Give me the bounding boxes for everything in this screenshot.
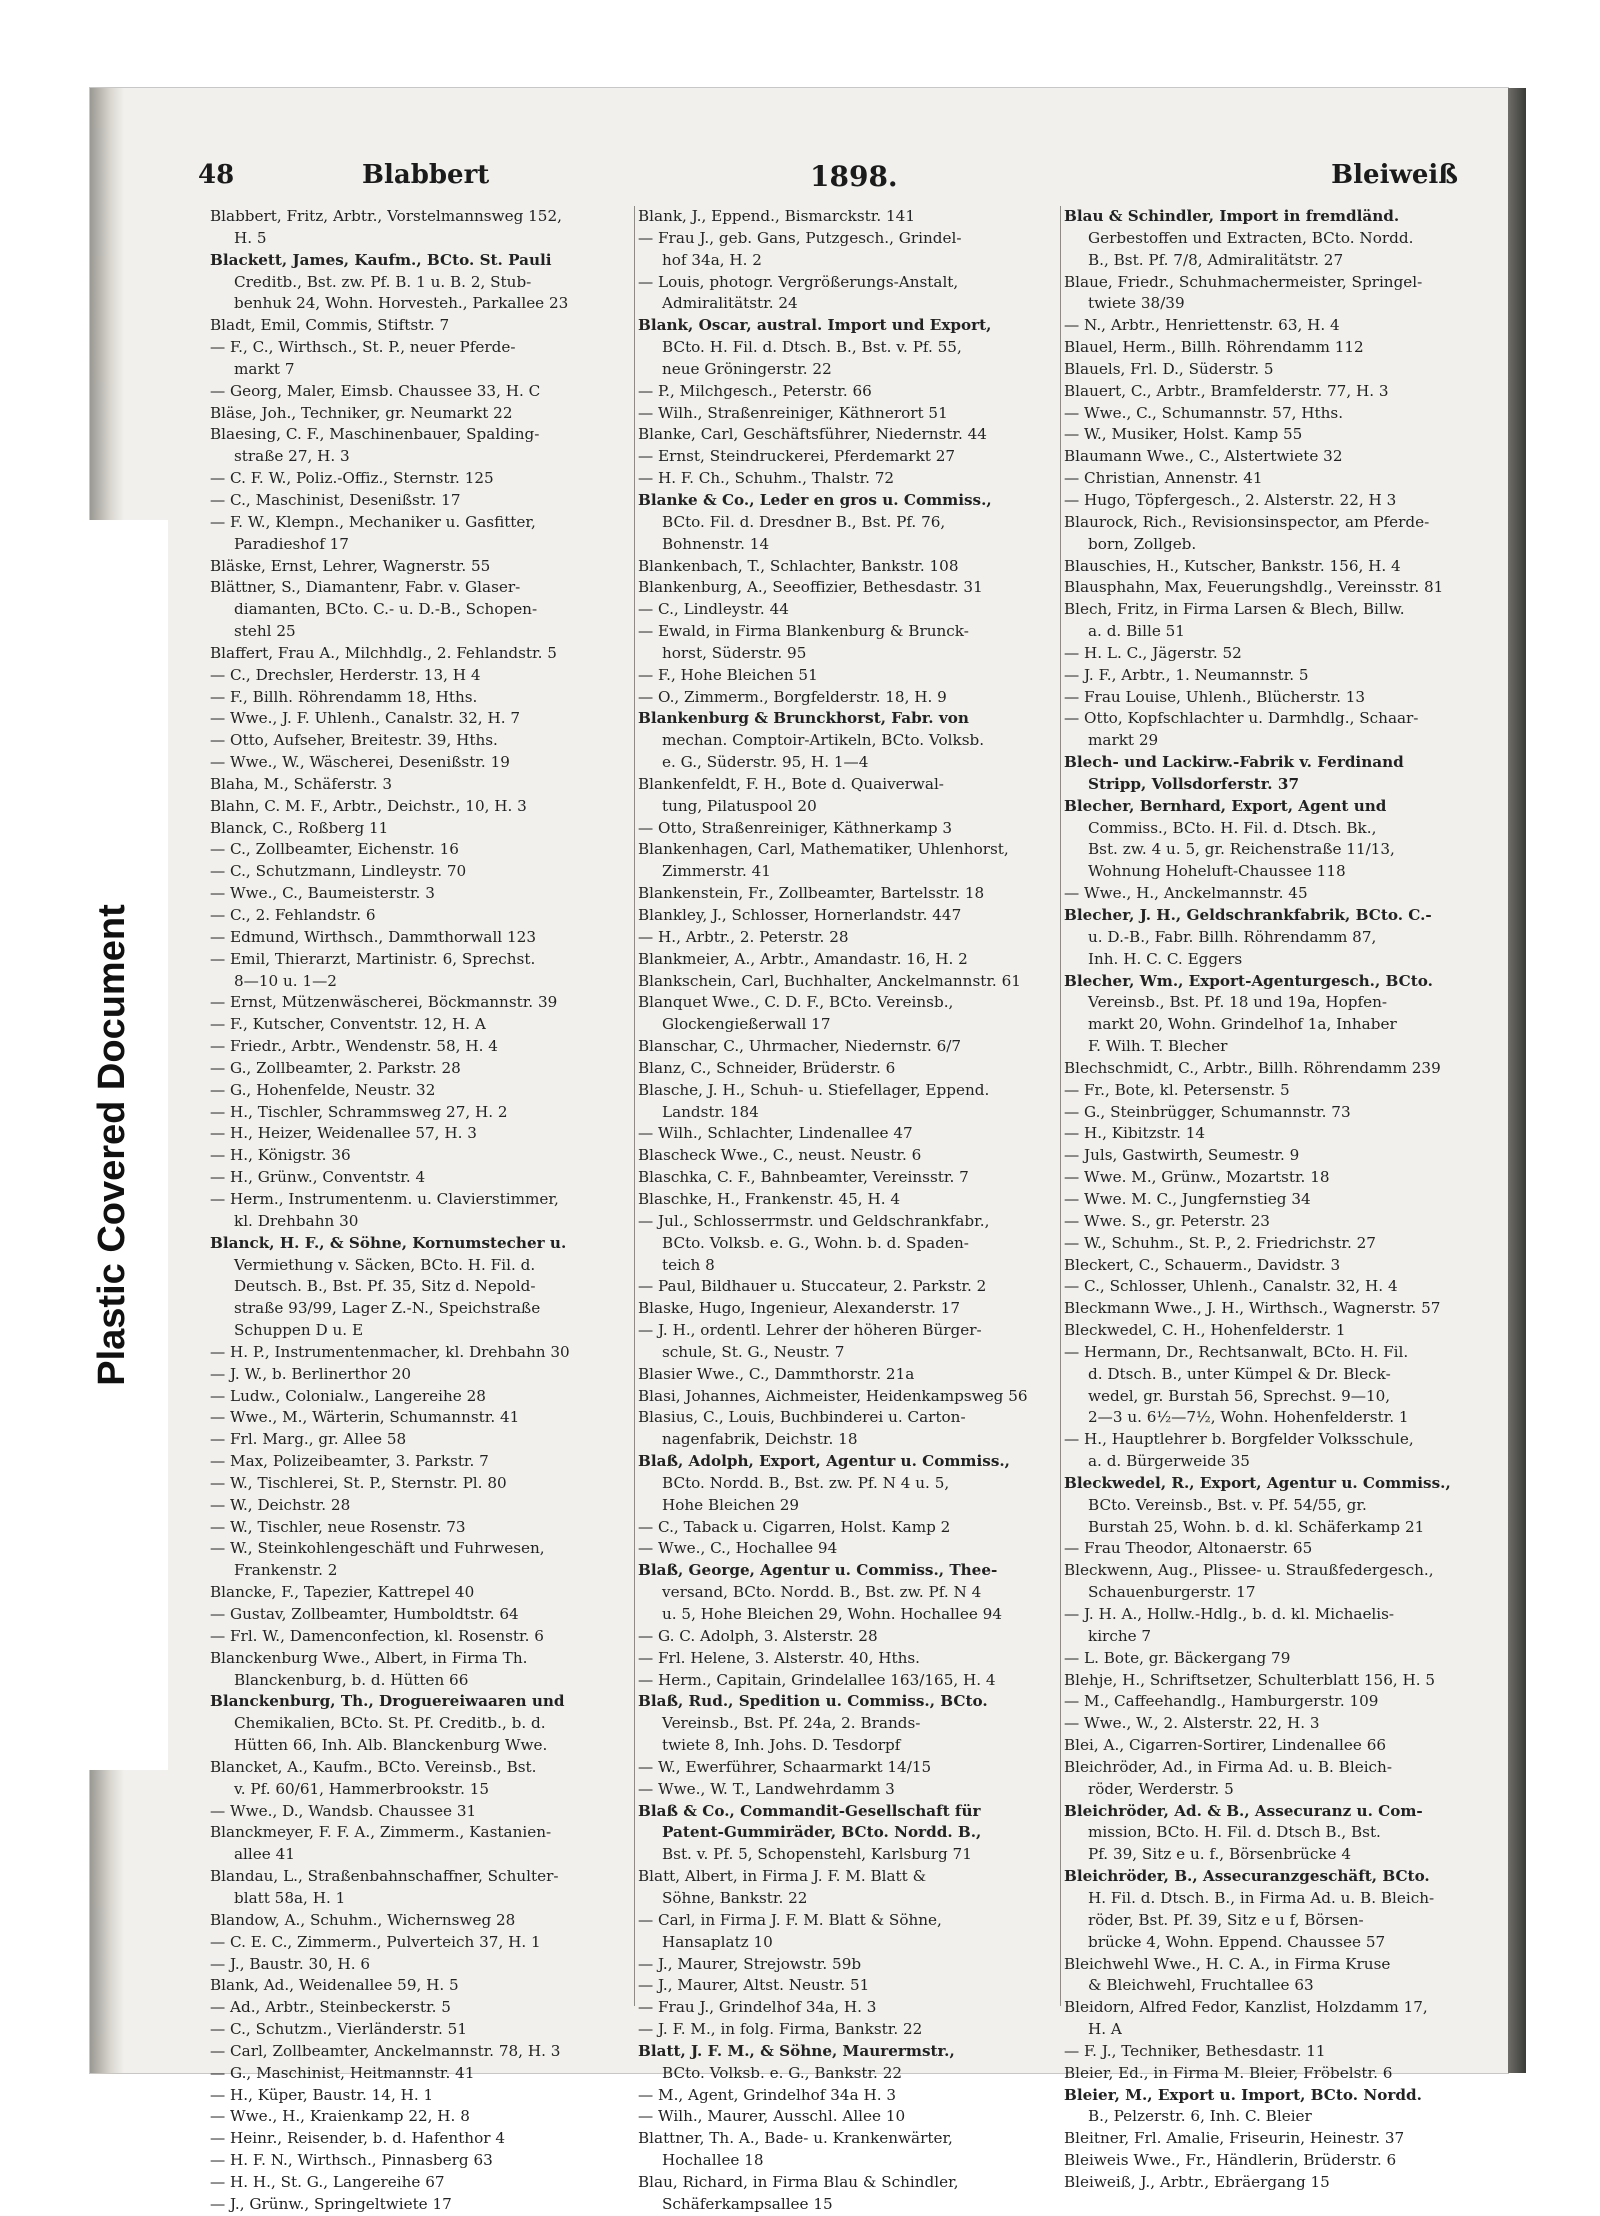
directory-entry-line: Vermiethung v. Säcken, BCto. H. Fil. d.	[234, 1255, 536, 1274]
directory-entry-line: — Wwe., W., 2. Alsterstr. 22, H. 3	[1064, 1714, 1320, 1733]
directory-entry-line: — J. F., Arbtr., 1. Neumannstr. 5	[1064, 665, 1309, 684]
directory-entry-line: — Ewald, in Firma Blankenburg & Brunck-	[638, 622, 969, 641]
column-divider	[1060, 206, 1061, 2006]
directory-entry-line: — H., Küper, Baustr. 14, H. 1	[210, 2085, 434, 2104]
directory-entry-line: — Emil, Thierarzt, Martinistr. 6, Sprechst.	[210, 949, 536, 968]
directory-entry-line: Blanke & Co., Leder en gros u. Commiss.,	[638, 490, 992, 509]
directory-entry-line: u. D.-B., Fabr. Billh. Röhrendamm 87,	[1088, 927, 1377, 946]
directory-entry-line: markt 20, Wohn. Grindelhof 1a, Inhaber	[1088, 1015, 1397, 1034]
directory-entry-line: — Ad., Arbtr., Steinbeckerstr. 5	[210, 1998, 451, 2017]
directory-entry-line: versand, BCto. Nordd. B., Bst. zw. Pf. N 4	[662, 1583, 982, 1602]
directory-entry-line: Blauels, Frl. D., Süderstr. 5	[1064, 359, 1274, 378]
directory-entry-line: — C., Schutzm., Vierländerstr. 51	[210, 2020, 467, 2039]
directory-entry-line: — C., Taback u. Cigarren, Holst. Kamp 2	[638, 1517, 951, 1536]
directory-entry-line: Bleckwedel, C. H., Hohenfelderstr. 1	[1064, 1321, 1346, 1340]
directory-entry-line: Blandow, A., Schuhm., Wichernsweg 28	[210, 1910, 516, 1929]
directory-entry-line: Blasier Wwe., C., Dammthorstr. 21a	[638, 1364, 915, 1383]
directory-entry-line: — Wilh., Maurer, Ausschl. Allee 10	[638, 2107, 906, 2126]
directory-entry-line: — Hugo, Töpfergesch., 2. Alsterstr. 22, H 3	[1064, 490, 1397, 509]
directory-entry-line: Blecher, Wm., Export-Agenturgesch., BCto.	[1064, 971, 1433, 990]
directory-entry-line: Patent-Gummiräder, BCto. Nordd. B.,	[662, 1823, 982, 1842]
directory-entry-line: Blaschke, H., Frankenstr. 45, H. 4	[638, 1189, 901, 1208]
directory-entry-line: BCto. Vereinsb., Bst. v. Pf. 54/55, gr.	[1088, 1495, 1367, 1514]
directory-entry-line: F. Wilh. T. Blecher	[1088, 1037, 1228, 1056]
directory-entry-line: — J. F. M., in folg. Firma, Bankstr. 22	[638, 2020, 923, 2039]
directory-entry-line: stehl 25	[234, 622, 296, 641]
directory-entry-line: — Frl. Helene, 3. Alsterstr. 40, Hths.	[638, 1648, 920, 1667]
directory-entry-line: Blascheck Wwe., C., neust. Neustr. 6	[638, 1146, 922, 1165]
directory-entry-line: — Wwe., C., Hochallee 94	[638, 1539, 838, 1558]
directory-entry-line: twiete 38/39	[1088, 294, 1185, 313]
directory-entry-line: — N., Arbtr., Henriettenstr. 63, H. 4	[1064, 316, 1340, 335]
directory-entry-line: — Herm., Capitain, Grindelallee 163/165, H. 4	[638, 1670, 996, 1689]
directory-entry-line: — Frau J., geb. Gans, Putzgesch., Grindel-	[638, 228, 962, 247]
left-catchword: Blabbert	[362, 160, 490, 190]
directory-entry-line: Bleier, Ed., in Firma M. Bleier, Fröbelstr. 6	[1064, 2063, 1393, 2082]
directory-entry-line: Blank, Ad., Weidenallee 59, H. 5	[210, 1976, 459, 1995]
directory-entry-line: — F. J., Techniker, Bethesdastr. 11	[1064, 2041, 1326, 2060]
directory-entry-line: Blecher, J. H., Geldschrankfabrik, BCto. C.-	[1064, 906, 1432, 924]
directory-entry-line: Bläse, Joh., Techniker, gr. Neumarkt 22	[210, 403, 513, 422]
directory-entry-line: Hansaplatz 10	[662, 1932, 773, 1951]
directory-entry-line: — J., Maurer, Strejowstr. 59b	[638, 1954, 862, 1973]
directory-entry-line: u. 5, Hohe Bleichen 29, Wohn. Hochallee 94	[662, 1605, 1002, 1623]
directory-entry-line: — Juls, Gastwirth, Seumestr. 9	[1064, 1146, 1300, 1165]
directory-entry-line: Bleckmann Wwe., J. H., Wirthsch., Wagnerstr. 57	[1064, 1299, 1441, 1318]
directory-entry-line: Blankenhagen, Carl, Mathematiker, Uhlenhorst,	[638, 840, 1009, 859]
directory-entry-line: — H., Grünw., Conventstr. 4	[210, 1168, 426, 1187]
directory-entry-line: Schäferkampsallee 15	[662, 2194, 833, 2213]
directory-entry-line: d. Dtsch. B., unter Kümpel & Dr. Bleck-	[1088, 1364, 1391, 1383]
directory-entry-line: Blausphahn, Max, Feuerungshdlg., Vereinsstr. 81	[1064, 578, 1444, 597]
directory-entry-line: Blasi, Johannes, Aichmeister, Heidenkampsweg 56	[638, 1386, 1028, 1405]
directory-entry-line: — W., Steinkohlengeschäft und Fuhrwesen,	[210, 1539, 545, 1558]
directory-entry-line: Zimmerstr. 41	[662, 862, 771, 881]
directory-entry-line: Blecher, Bernhard, Export, Agent und	[1064, 796, 1387, 815]
directory-entry-line: — Otto, Aufseher, Breitestr. 39, Hths.	[210, 731, 498, 750]
directory-entry-line: Blancket, A., Kaufm., BCto. Vereinsb., Bst.	[210, 1757, 537, 1776]
directory-entry-line: BCto. Volksb. e. G., Wohn. b. d. Spaden-	[662, 1233, 969, 1252]
directory-entry-line: — F., Billh. Röhrendamm 18, Hths.	[210, 687, 478, 706]
directory-entry-line: Blaß, Rud., Spedition u. Commiss., BCto.	[638, 1692, 988, 1711]
directory-entry-line: — H. F. N., Wirthsch., Pinnasberg 63	[210, 2151, 493, 2170]
directory-entry-line: — J. H. A., Hollw.-Hdlg., b. d. kl. Michaelis-	[1064, 1605, 1395, 1623]
directory-entry-line: Blanke, Carl, Geschäftsführer, Niedernstr. 44	[638, 425, 987, 444]
directory-entry-line: Bleiweis Wwe., Fr., Händlerin, Brüderstr. 6	[1064, 2151, 1397, 2170]
directory-entry-line: — W., Tischlerei, St. P., Sternstr. Pl. 80	[210, 1473, 507, 1492]
directory-entry-line: Chemikalien, BCto. St. Pf. Creditb., b. d.	[234, 1714, 546, 1733]
directory-entry-line: mechan. Comptoir-Artikeln, BCto. Volksb.	[662, 731, 985, 750]
directory-entry-line: — C., Zollbeamter, Eichenstr. 16	[210, 840, 459, 859]
side-label	[56, 520, 168, 1770]
directory-entry-line: Blanz, C., Schneider, Brüderstr. 6	[638, 1058, 896, 1077]
directory-entry-line: Blahn, C. M. F., Arbtr., Deichstr., 10, H. 3	[210, 796, 527, 815]
directory-entry-line: Blabbert, Fritz, Arbtr., Vorstelmannsweg 152,	[210, 207, 562, 225]
directory-column-1	[210, 206, 632, 2213]
directory-entry-line: H. 5	[234, 228, 267, 247]
directory-entry-line: — J., Maurer, Altst. Neustr. 51	[638, 1976, 870, 1995]
directory-entry-line: — M., Caffeehandlg., Hamburgerstr. 109	[1064, 1692, 1379, 1711]
directory-entry-line: Bleichwehl Wwe., H. C. A., in Firma Kruse	[1064, 1954, 1391, 1973]
directory-entry-line: Blaurock, Rich., Revisionsinspector, am Pferde-	[1064, 512, 1430, 531]
directory-entry-line: Schauenburgerstr. 17	[1088, 1583, 1256, 1602]
directory-entry-line: Blau, Richard, in Firma Blau & Schindler,	[638, 2172, 959, 2191]
directory-entry-line: — Wwe., D., Wandsb. Chaussee 31	[210, 1801, 477, 1820]
directory-entry-line: — H., Heizer, Weidenallee 57, H. 3	[210, 1124, 477, 1143]
directory-entry-line: — H., Arbtr., 2. Peterstr. 28	[638, 927, 849, 946]
directory-entry-line: neue Gröningerstr. 22	[662, 359, 832, 378]
directory-entry-line: Blaß, Adolph, Export, Agentur u. Commiss.,	[638, 1452, 1010, 1471]
directory-entry-line: Paradieshof 17	[234, 534, 349, 553]
directory-entry-line: Blaß, George, Agentur u. Commiss., Thee-	[638, 1561, 998, 1580]
directory-entry-line: markt 7	[234, 359, 295, 378]
directory-entry-line: Blank, Oscar, austral. Import und Export,	[638, 316, 992, 335]
directory-entry-line: — C. E. C., Zimmerm., Pulverteich 37, H. 1	[210, 1932, 541, 1951]
directory-entry-line: Blaesing, C. F., Maschinenbauer, Spalding-	[210, 425, 540, 444]
directory-entry-line: Blauel, Herm., Billh. Röhrendamm 112	[1064, 338, 1364, 357]
directory-entry-line: Vereinsb., Bst. Pf. 18 und 19a, Hopfen-	[1088, 993, 1388, 1012]
directory-entry-line: Gerbestoffen und Extracten, BCto. Nordd.	[1088, 228, 1414, 247]
directory-entry-line: Blaue, Friedr., Schuhmachermeister, Springel-	[1064, 272, 1423, 291]
right-catchword: Bleiweiß	[1331, 160, 1458, 190]
directory-entry-line: — Heinr., Reisender, b. d. Hafenthor 4	[210, 2129, 505, 2148]
directory-entry-line: — Fr., Bote, kl. Petersenstr. 5	[1064, 1080, 1290, 1099]
directory-entry-line: Frankenstr. 2	[234, 1561, 338, 1580]
directory-entry-line: Pf. 39, Sitz e u. f., Börsenbrücke 4	[1088, 1845, 1352, 1864]
directory-entry-line: — C., Maschinist, Desenißstr. 17	[210, 490, 461, 509]
directory-entry-line: Deutsch. B., Bst. Pf. 35, Sitz d. Nepold-	[234, 1277, 536, 1296]
directory-entry-line: Blaß & Co., Commandit-Gesellschaft für	[638, 1801, 981, 1820]
directory-entry-line: Wohnung Hoheluft-Chaussee 118	[1088, 862, 1346, 881]
directory-entry-line: straße 93/99, Lager Z.-N., Speichstraße	[234, 1299, 541, 1318]
directory-entry-line: Bleitner, Frl. Amalie, Friseurin, Heinestr. 37	[1064, 2129, 1405, 2148]
directory-column-3	[1064, 206, 1484, 2191]
directory-entry-line: — Frl. W., Damenconfection, kl. Rosenstr. 6	[210, 1626, 544, 1645]
directory-entry-line: H. Fil. d. Dtsch. B., in Firma Ad. u. B. Bleich-	[1088, 1888, 1435, 1907]
directory-entry-line: — Ernst, Mützenwäscherei, Böckmannstr. 39	[210, 993, 558, 1012]
page-year: 1898.	[810, 160, 898, 193]
directory-entry-line: — Wwe., H., Anckelmannstr. 45	[1064, 884, 1308, 903]
directory-entry-line: Blaske, Hugo, Ingenieur, Alexanderstr. 17	[638, 1299, 961, 1318]
directory-entry-line: — Carl, Zollbeamter, Anckelmannstr. 78, H. 3	[210, 2041, 561, 2060]
directory-entry-line: born, Zollgeb.	[1088, 534, 1197, 553]
directory-entry-line: Blasche, J. H., Schuh- u. Stiefellager, Eppend.	[638, 1080, 990, 1099]
directory-entry-line: Bladt, Emil, Commis, Stiftstr. 7	[210, 316, 450, 335]
directory-entry-line: Blackett, James, Kaufm., BCto. St. Pauli	[210, 250, 552, 269]
directory-entry-line: Blaschka, C. F., Bahnbeamter, Vereinsstr. 7	[638, 1168, 969, 1187]
directory-entry-line: Blau & Schindler, Import in fremdländ.	[1064, 207, 1400, 225]
directory-entry-line: teich 8	[662, 1255, 715, 1274]
directory-entry-line: — C., 2. Fehlandstr. 6	[210, 906, 376, 924]
directory-entry-line: — J. W., b. Berlinerthor 20	[210, 1364, 411, 1383]
directory-entry-line: 8—10 u. 1—2	[234, 971, 337, 990]
directory-entry-line: — H., Tischler, Schrammsweg 27, H. 2	[210, 1102, 508, 1121]
directory-entry-line: wedel, gr. Burstah 56, Sprechst. 9—10,	[1088, 1386, 1391, 1405]
directory-entry-line: Blanckenburg, b. d. Hütten 66	[234, 1670, 469, 1689]
directory-entry-line: nagenfabrik, Deichstr. 18	[662, 1430, 858, 1449]
directory-entry-line: — H. H., St. G., Langereihe 67	[210, 2172, 445, 2191]
directory-entry-line: — P., Milchgesch., Peterstr. 66	[638, 381, 872, 400]
directory-entry-line: Blankmeier, A., Arbtr., Amandastr. 16, H. 2	[638, 949, 968, 968]
directory-entry-line: Blanschar, C., Uhrmacher, Niedernstr. 6/7	[638, 1037, 962, 1056]
directory-entry-line: — Wwe., C., Schumannstr. 57, Hths.	[1064, 403, 1344, 422]
directory-entry-line: — Friedr., Arbtr., Wendenstr. 58, H. 4	[210, 1037, 498, 1056]
directory-entry-line: — G., Zollbeamter, 2. Parkstr. 28	[210, 1058, 461, 1077]
directory-entry-line: Blankenbach, T., Schlachter, Bankstr. 108	[638, 556, 959, 575]
directory-entry-line: — F. W., Klempn., Mechaniker u. Gasfitter,	[210, 512, 536, 531]
directory-entry-line: — G., Steinbrügger, Schumannstr. 73	[1064, 1102, 1351, 1121]
directory-entry-line: — H., Königstr. 36	[210, 1146, 351, 1165]
directory-entry-line: — W., Tischler, neue Rosenstr. 73	[210, 1517, 466, 1536]
directory-entry-line: röder, Bst. Pf. 39, Sitz e u f, Börsen-	[1088, 1910, 1364, 1929]
directory-entry-line: — G., Maschinist, Heitmannstr. 41	[210, 2063, 475, 2082]
side-label-text: Plastic Covered Document	[91, 904, 133, 1386]
directory-entry-line: allee 41	[234, 1845, 295, 1864]
directory-entry-line: — Wwe. M., Grünw., Mozartstr. 18	[1064, 1168, 1330, 1187]
directory-entry-line: Admiralitätstr. 24	[662, 294, 798, 313]
directory-entry-line: — Paul, Bildhauer u. Stuccateur, 2. Parkstr. 2	[638, 1277, 987, 1296]
directory-entry-line: Blehje, H., Schriftsetzer, Schulterblatt 156, H. 5	[1064, 1670, 1436, 1689]
directory-entry-line: tung, Pilatuspool 20	[662, 796, 817, 815]
directory-entry-line: — G. C. Adolph, 3. Alsterstr. 28	[638, 1626, 878, 1645]
directory-entry-line: Blankenburg & Brunckhorst, Fabr. von	[638, 709, 969, 728]
directory-entry-line: — F., C., Wirthsch., St. P., neuer Pferde-	[210, 338, 516, 357]
directory-entry-line: — H., Hauptlehrer b. Borgfelder Volksschule,	[1064, 1430, 1414, 1449]
directory-entry-line: Glockengießerwall 17	[662, 1015, 831, 1034]
book-spine-edge	[1508, 88, 1526, 2073]
directory-entry-line: Blanckmeyer, F. F. A., Zimmerm., Kastanien-	[210, 1823, 552, 1842]
directory-entry-line: — Herm., Instrumentenm. u. Clavierstimmer,	[210, 1189, 559, 1208]
directory-entry-line: Commiss., BCto. H. Fil. d. Dtsch. Bk.,	[1088, 818, 1377, 837]
directory-entry-line: — C., Drechsler, Herderstr. 13, H 4	[210, 665, 481, 684]
directory-entry-line: Inh. H. C. C. Eggers	[1088, 949, 1243, 968]
directory-entry-line: — Carl, in Firma J. F. M. Blatt & Söhne,	[638, 1910, 942, 1929]
directory-entry-line: Blaumann Wwe., C., Alstertwiete 32	[1064, 447, 1343, 466]
directory-entry-line: — Frl. Marg., gr. Allee 58	[210, 1430, 407, 1449]
directory-entry-line: Blauschies, H., Kutscher, Bankstr. 156, H. 4	[1064, 556, 1401, 575]
directory-entry-line: Vereinsb., Bst. Pf. 24a, 2. Brands-	[662, 1714, 921, 1733]
directory-entry-line: — H., Kibitzstr. 14	[1064, 1124, 1206, 1143]
directory-entry-line: — F., Kutscher, Conventstr. 12, H. A	[210, 1015, 486, 1034]
directory-entry-line: Blaffert, Frau A., Milchhdlg., 2. Fehlandstr. 5	[210, 643, 557, 662]
directory-entry-line: Blankenburg, A., Seeoffizier, Bethesdastr. 31	[638, 578, 983, 597]
directory-entry-line: Blankley, J., Schlosser, Hornerlandstr. 447	[638, 906, 962, 924]
directory-entry-line: — Max, Polizeibeamter, 3. Parkstr. 7	[210, 1452, 489, 1471]
directory-entry-line: mission, BCto. H. Fil. d. Dtsch B., Bst.	[1088, 1823, 1381, 1842]
directory-entry-line: 2—3 u. 6½—7½, Wohn. Hohenfelderstr. 1	[1088, 1408, 1409, 1427]
directory-entry-line: Stripp, Vollsdorferstr. 37	[1088, 774, 1300, 793]
directory-entry-line: — F., Hohe Bleichen 51	[638, 665, 818, 684]
directory-entry-line: BCto. Nordd. B., Bst. zw. Pf. N 4 u. 5,	[662, 1473, 950, 1492]
directory-entry-line: markt 29	[1088, 731, 1159, 750]
directory-entry-line: a. d. Bille 51	[1088, 622, 1185, 641]
directory-entry-line: — Louis, photogr. Vergrößerungs-Anstalt,	[638, 272, 959, 291]
directory-entry-line: Blankenstein, Fr., Zollbeamter, Bartelsstr. 18	[638, 884, 985, 903]
directory-entry-line: — C., Lindleystr. 44	[638, 600, 789, 619]
directory-entry-line: & Bleichwehl, Fruchtallee 63	[1088, 1976, 1314, 1995]
directory-entry-line: — Wwe., C., Baumeisterstr. 3	[210, 884, 435, 903]
directory-entry-line: Bleidorn, Alfred Fedor, Kanzlist, Holzdamm 17,	[1064, 1998, 1428, 2017]
directory-entry-line: Bst. zw. 4 u. 5, gr. Reichenstraße 11/13,	[1088, 840, 1395, 859]
directory-entry-line: — W., Deichstr. 28	[210, 1495, 351, 1514]
directory-entry-line: Blech, Fritz, in Firma Larsen & Blech, Billw.	[1064, 600, 1405, 619]
directory-entry-line: a. d. Bürgerweide 35	[1088, 1452, 1250, 1471]
directory-entry-line: Bleckert, C., Schauerm., Davidstr. 3	[1064, 1255, 1341, 1274]
directory-entry-line: — Hermann, Dr., Rechtsanwalt, BCto. H. Fil.	[1064, 1342, 1409, 1361]
directory-entry-line: Hohe Bleichen 29	[662, 1495, 800, 1514]
directory-entry-line: v. Pf. 60/61, Hammerbrookstr. 15	[234, 1779, 490, 1798]
directory-entry-line: B., Pelzerstr. 6, Inh. C. Bleier	[1088, 2107, 1312, 2126]
directory-column-2	[638, 206, 1056, 2213]
directory-entry-line: Bleichröder, B., Assecuranzgeschäft, BCto.	[1064, 1867, 1430, 1886]
directory-entry-line: — Wwe., W., Wäscherei, Desenißstr. 19	[210, 753, 510, 772]
directory-entry-line: Hochallee 18	[662, 2151, 764, 2170]
directory-entry-line: — Gustav, Zollbeamter, Humboldtstr. 64	[210, 1605, 519, 1623]
directory-entry-line: — Wwe., W. T., Landwehrdamm 3	[638, 1779, 895, 1798]
directory-entry-line: twiete 8, Inh. Johs. D. Tesdorpf	[662, 1736, 901, 1755]
directory-entry-line: — G., Hohenfelde, Neustr. 32	[210, 1080, 436, 1099]
directory-entry-line: blatt 58a, H. 1	[234, 1888, 346, 1907]
directory-entry-line: Blatt, Albert, in Firma J. F. M. Blatt &	[638, 1867, 927, 1886]
directory-entry-line: — M., Agent, Grindelhof 34a H. 3	[638, 2085, 897, 2104]
directory-entry-line: — Wilh., Schlachter, Lindenallee 47	[638, 1124, 913, 1143]
directory-entry-line: Blasius, C., Louis, Buchbinderei u. Carton-	[638, 1408, 966, 1427]
directory-entry-line: — Frau Louise, Uhlenh., Blücherstr. 13	[1064, 687, 1366, 706]
directory-entry-line: — Wwe., M., Wärterin, Schumannstr. 41	[210, 1408, 520, 1427]
directory-entry-line: — Jul., Schlosserrmstr. und Geldschrankfabr.,	[638, 1211, 990, 1230]
directory-entry-line: — C. F. W., Poliz.-Offiz., Sternstr. 125	[210, 469, 494, 488]
directory-entry-line: Blancke, F., Tapezier, Kattrepel 40	[210, 1583, 475, 1602]
directory-entry-line: Blanckenburg, Th., Droguereiwaaren und	[210, 1692, 565, 1711]
directory-entry-line: — C., Schutzmann, Lindleystr. 70	[210, 862, 467, 881]
directory-entry-line: Creditb., Bst. zw. Pf. B. 1 u. B. 2, Stub-	[234, 272, 532, 291]
directory-entry-line: BCto. H. Fil. d. Dtsch. B., Bst. v. Pf. 55,	[662, 338, 962, 357]
directory-entry-line: — Wwe., H., Kraienkamp 22, H. 8	[210, 2107, 470, 2126]
directory-entry-line: Söhne, Bankstr. 22	[662, 1888, 808, 1907]
directory-entry-line: Bleiweiß, J., Arbtr., Ebräergang 15	[1064, 2172, 1330, 2191]
directory-entry-line: — Frau J., Grindelhof 34a, H. 3	[638, 1998, 877, 2017]
directory-entry-line: Bläske, Ernst, Lehrer, Wagnerstr. 55	[210, 556, 491, 575]
directory-entry-line: Blech- und Lackirw.-Fabrik v. Ferdinand	[1064, 753, 1404, 772]
directory-entry-line: — L. Bote, gr. Bäckergang 79	[1064, 1648, 1291, 1667]
directory-entry-line: H. A	[1088, 2020, 1122, 2039]
directory-entry-line: Blank, J., Eppend., Bismarckstr. 141	[638, 207, 915, 225]
directory-entry-line: — O., Zimmerm., Borgfelderstr. 18, H. 9	[638, 687, 947, 706]
directory-entry-line: — W., Schuhm., St. P., 2. Friedrichstr. 27	[1064, 1233, 1376, 1252]
directory-entry-line: Blanck, C., Roßberg 11	[210, 818, 389, 837]
directory-entry-line: Landstr. 184	[662, 1102, 759, 1121]
directory-entry-line: schule, St. G., Neustr. 7	[662, 1342, 845, 1361]
directory-entry-line: röder, Werderstr. 5	[1088, 1779, 1234, 1798]
directory-entry-line: brücke 4, Wohn. Eppend. Chaussee 57	[1088, 1932, 1386, 1951]
directory-entry-line: Blaha, M., Schäferstr. 3	[210, 774, 393, 793]
directory-entry-line: — Wwe. M. C., Jungfernstieg 34	[1064, 1189, 1311, 1208]
directory-entry-line: Blauert, C., Arbtr., Bramfelderstr. 77, H. 3	[1064, 381, 1389, 400]
directory-entry-line: benhuk 24, Wohn. Horvesteh., Parkallee 23	[234, 294, 569, 313]
directory-entry-line: horst, Süderstr. 95	[662, 643, 807, 662]
directory-entry-line: Blechschmidt, C., Arbtr., Billh. Röhrendamm 239	[1064, 1058, 1441, 1077]
directory-entry-line: Blankenfeldt, F. H., Bote d. Quaiverwal-	[638, 774, 944, 793]
directory-entry-line: — Edmund, Wirthsch., Dammthorwall 123	[210, 927, 536, 946]
directory-entry-line: — Frau Theodor, Altonaerstr. 65	[1064, 1539, 1313, 1558]
directory-entry-line: — Christian, Annenstr. 41	[1064, 469, 1263, 488]
column-divider	[634, 206, 635, 2006]
directory-entry-line: — W., Musiker, Holst. Kamp 55	[1064, 425, 1303, 444]
directory-entry-line: Bst. v. Pf. 5, Schopenstehl, Karlsburg 71	[662, 1845, 972, 1864]
directory-entry-line: — J., Baustr. 30, H. 6	[210, 1954, 371, 1973]
directory-entry-line: — Wwe. S., gr. Peterstr. 23	[1064, 1211, 1270, 1230]
directory-entry-line: — W., Ewerführer, Schaarmarkt 14/15	[638, 1757, 932, 1776]
directory-entry-line: Bleckwedel, R., Export, Agentur u. Commiss.,	[1064, 1473, 1451, 1492]
directory-entry-line: — Wwe., J. F. Uhlenh., Canalstr. 32, H. 7	[210, 709, 521, 728]
directory-entry-line: Blanckenburg Wwe., Albert, in Firma Th.	[210, 1648, 528, 1667]
directory-entry-line: e. G., Süderstr. 95, H. 1—4	[662, 753, 869, 772]
directory-entry-line: BCto. Volksb. e. G., Bankstr. 22	[662, 2063, 903, 2082]
directory-entry-line: Blanquet Wwe., C. D. F., BCto. Vereinsb.,	[638, 993, 954, 1012]
directory-entry-line: — H. L. C., Jägerstr. 52	[1064, 643, 1242, 662]
directory-entry-line: — C., Schlosser, Uhlenh., Canalstr. 32, H. 4	[1064, 1277, 1398, 1296]
directory-entry-line: Bleichröder, Ad., in Firma Ad. u. B. Bleich-	[1064, 1757, 1392, 1776]
directory-entry-line: Bleichröder, Ad. & B., Assecuranz u. Com-	[1064, 1801, 1423, 1820]
directory-entry-line: hof 34a, H. 2	[662, 250, 762, 269]
directory-entry-line: — Otto, Kopfschlachter u. Darmhdlg., Schaar-	[1064, 709, 1419, 728]
directory-entry-line: — J. H., ordentl. Lehrer der höheren Bürger-	[638, 1321, 982, 1340]
page-number: 48	[198, 160, 235, 190]
directory-entry-line: Blättner, S., Diamantenr, Fabr. v. Glaser-	[210, 578, 521, 597]
directory-entry-line: Blandau, L., Straßenbahnschaffner, Schulter-	[210, 1867, 559, 1886]
directory-entry-line: — H. P., Instrumentenmacher, kl. Drehbahn 30	[210, 1342, 570, 1361]
directory-entry-line: Blankschein, Carl, Buchhalter, Anckelmannstr. 61	[638, 971, 1021, 990]
directory-entry-line: BCto. Fil. d. Dresdner B., Bst. Pf. 76,	[662, 512, 946, 531]
directory-entry-line: straße 27, H. 3	[234, 447, 350, 466]
directory-entry-line: kl. Drehbahn 30	[234, 1211, 359, 1230]
directory-entry-line: — Otto, Straßenreiniger, Käthnerkamp 3	[638, 818, 953, 837]
directory-entry-line: diamanten, BCto. C.- u. D.-B., Schopen-	[234, 600, 538, 619]
directory-entry-line: Bleckwenn, Aug., Plissee- u. Straußfedergesch.,	[1064, 1561, 1434, 1580]
directory-entry-line: Hütten 66, Inh. Alb. Blanckenburg Wwe.	[234, 1736, 548, 1755]
directory-entry-line: Schuppen D u. E	[234, 1321, 364, 1340]
directory-entry-line: Bohnenstr. 14	[662, 534, 770, 553]
directory-entry-line: Burstah 25, Wohn. b. d. kl. Schäferkamp 21	[1088, 1517, 1425, 1536]
directory-entry-line: Blattner, Th. A., Bade- u. Krankenwärter,	[638, 2129, 953, 2148]
directory-entry-line: Bleier, M., Export u. Import, BCto. Nordd.	[1064, 2085, 1422, 2104]
directory-entry-line: Blatt, J. F. M., & Söhne, Maurermstr.,	[638, 2041, 955, 2060]
directory-entry-line: Blanck, H. F., & Söhne, Kornumstecher u.	[210, 1233, 567, 1252]
directory-entry-line: — J., Grünw., Springeltwiete 17	[210, 2194, 452, 2213]
directory-entry-line: — H. F. Ch., Schuhm., Thalstr. 72	[638, 469, 895, 488]
directory-entry-line: B., Bst. Pf. 7/8, Admiralitätstr. 27	[1088, 250, 1344, 269]
page-header	[198, 160, 1468, 200]
directory-entry-line: Blei, A., Cigarren-Sortirer, Lindenallee 66	[1064, 1736, 1387, 1755]
directory-entry-line: — Georg, Maler, Eimsb. Chaussee 33, H. C	[210, 381, 541, 400]
directory-entry-line: — Wilh., Straßenreiniger, Käthnerort 51	[638, 403, 948, 422]
directory-entry-line: — Ludw., Colonialw., Langereihe 28	[210, 1386, 486, 1405]
directory-entry-line: kirche 7	[1088, 1626, 1152, 1645]
directory-entry-line: — Ernst, Steindruckerei, Pferdemarkt 27	[638, 447, 956, 466]
